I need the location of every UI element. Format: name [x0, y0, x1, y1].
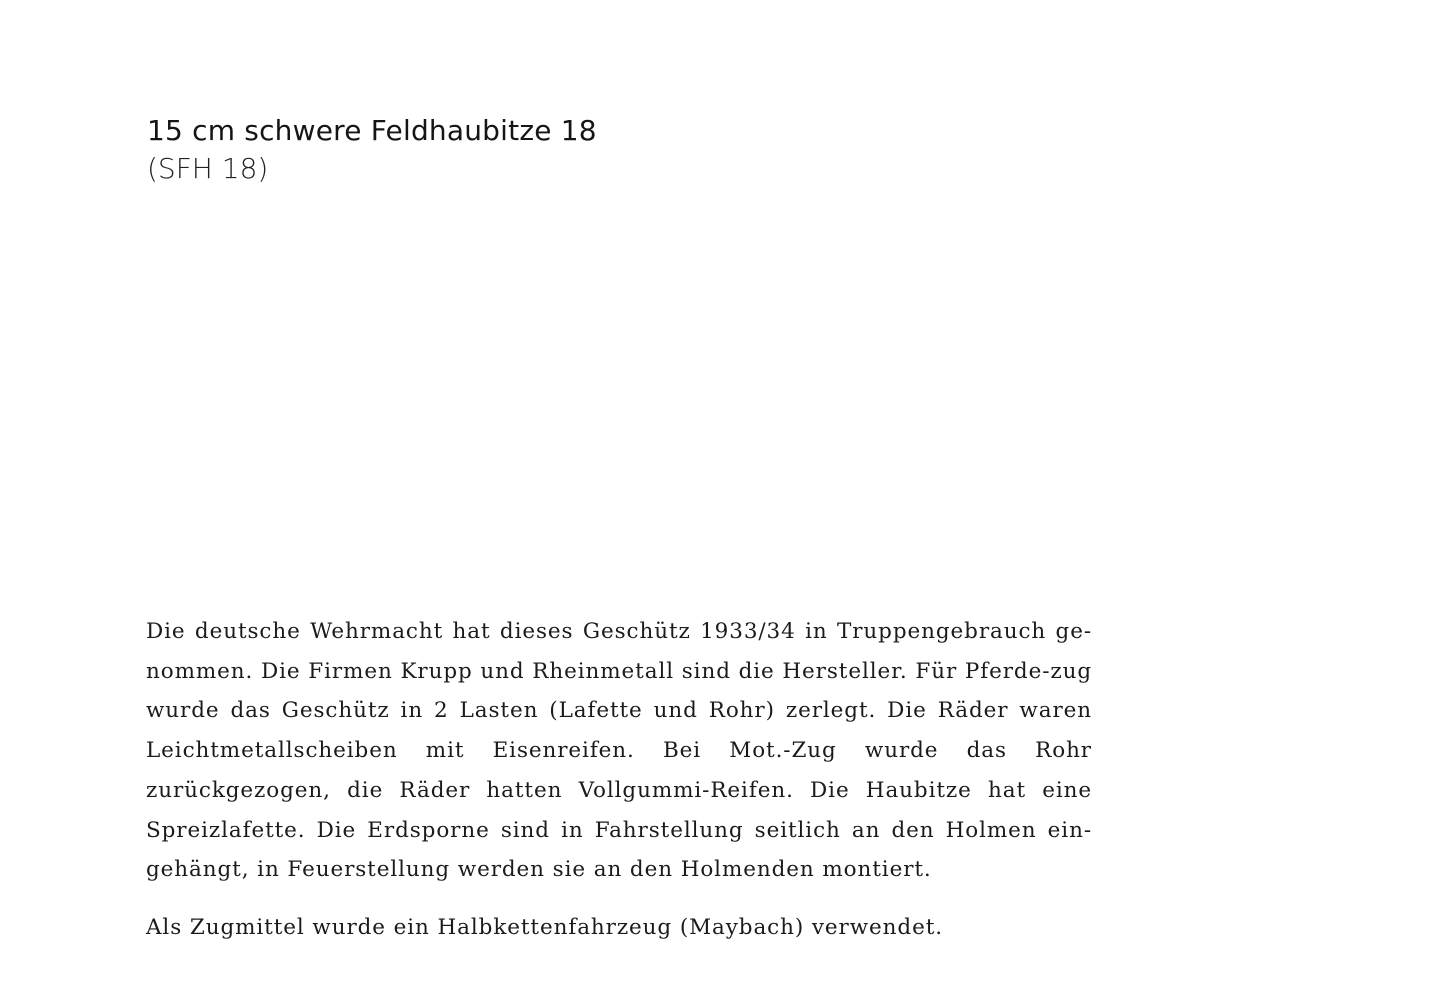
page-subtitle: (SFH 18) — [147, 152, 269, 185]
page-title: 15 cm schwere Feldhaubitze 18 — [147, 114, 597, 147]
heading-block — [147, 112, 1047, 188]
paragraph-tow-vehicle: Als Zugmittel wurde ein Halbkettenfahrzeug (Maybach) verwendet. — [146, 914, 943, 940]
paragraph-description: Die deutsche Wehrmacht hat dieses Geschütz 1933/34 in Truppengebrauch ge-nommen. Die Firmen Krupp und Rheinmetall sind die Hersteller. Für Pferde-zug wurde das Geschütz in 2 Lasten (Lafette und Rohr) zerlegt. Die Räder waren Leichtmetallscheiben mit Eisenreifen. Bei Mot.-Zug wurde das Rohr zurückgezogen, die Räder hatten Vollgummi-Reifen. Die Haubitze hat eine Spreizlafette. Die Erdsporne sind in Fahrstellung seitlich an den Holmen ein-gehängt, in Feuerstellung werden sie an den Holmenden montiert. — [146, 619, 1092, 883]
body-text — [146, 612, 1092, 948]
